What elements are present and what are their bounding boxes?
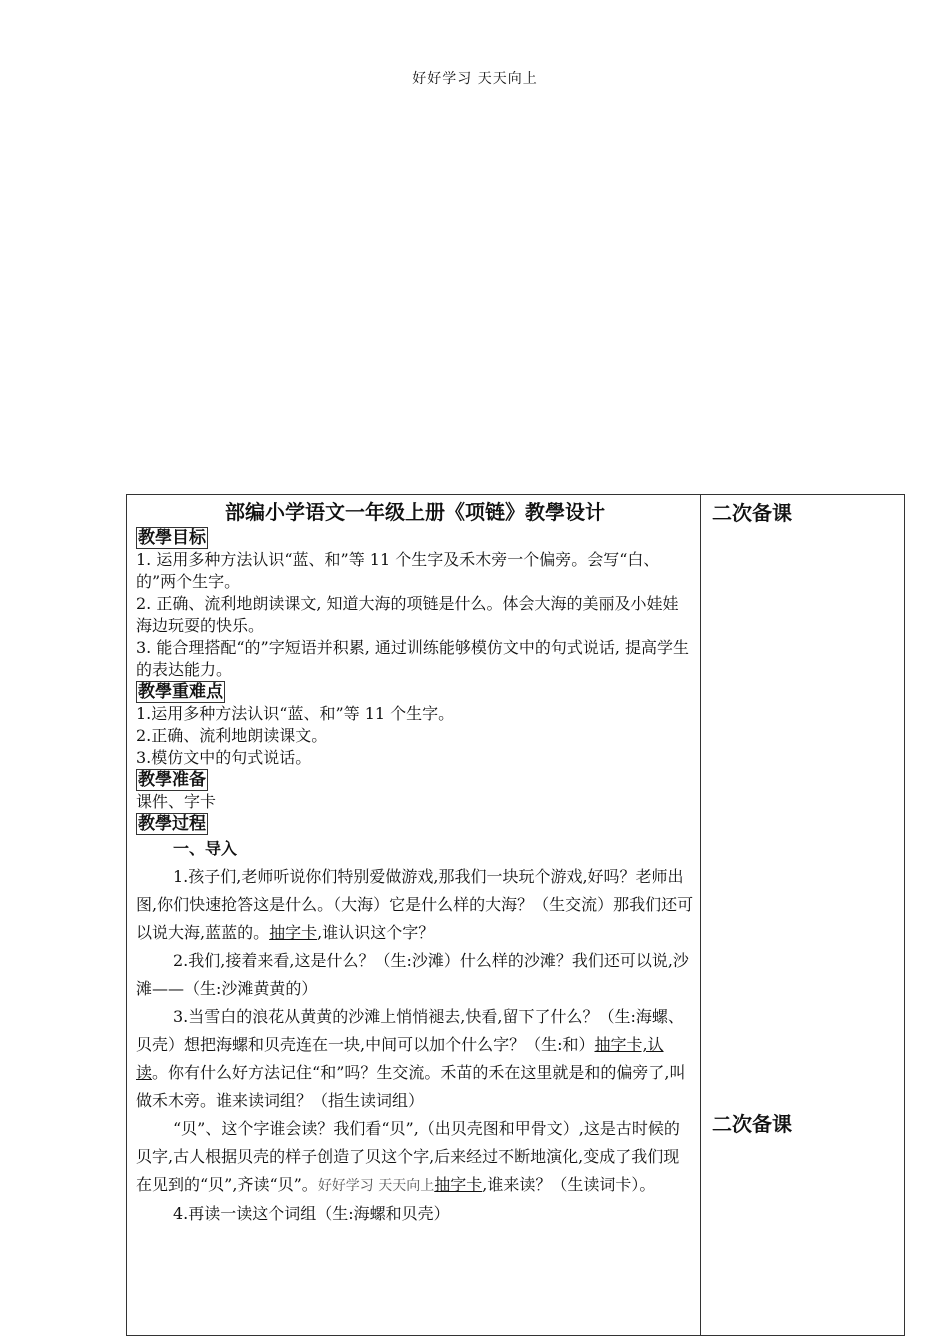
intro-heading: 一、导入 bbox=[173, 839, 238, 858]
bei-paragraph: “贝”、这个字谁会读？我们看“贝”,（出贝壳图和甲骨文）,这是古时候的贝字,古人根据贝壳的样子创造了贝这个字,后来经过不断地演化,变成了我们现在见到的“贝”,齐读“贝”。好好学习 天天向上抽字卡,谁来读？（生读词卡）。 bbox=[136, 1119, 680, 1194]
word-card-link: 抽字卡 bbox=[434, 1175, 483, 1194]
goal-item: 2. 正确、流利地朗读课文, 知道大海的项链是什么。体会大海的美丽及小娃娃海边玩耍的快乐。 bbox=[136, 594, 679, 635]
step-1-paragraph: 1.孩子们,老师听说你们特别爱做游戏,那我们一块玩个游戏,好吗？老师出图,你们快速抢答这是什么。（大海）它是什么样的大海？（生交流）那我们还可以说大海,蓝蓝的。抽字卡,谁认识这个字？ bbox=[136, 867, 694, 942]
overlapping-footer-text: 好好学习 天天向上 bbox=[317, 1178, 435, 1194]
second-prep-label-mid: 二次备课 bbox=[712, 1112, 792, 1136]
word-card-link: 抽字卡,认读 bbox=[136, 1035, 664, 1082]
key-point-item: 1.运用多种方法认识“蓝、和”等 11 个生字。 bbox=[136, 704, 455, 723]
goal-item: 3. 能合理搭配“的”字短语并积累, 通过训练能够模仿文中的句式说话, 提高学生的表达能力。 bbox=[136, 638, 690, 679]
step-4-paragraph: 4.再读一读这个词组（生:海螺和贝壳） bbox=[173, 1204, 450, 1223]
page-header: 好好学习 天天向上 bbox=[412, 71, 538, 87]
word-card-link: 抽字卡 bbox=[269, 923, 318, 942]
key-point-item: 2.正确、流利地朗读课文。 bbox=[136, 726, 328, 745]
lesson-plan-table bbox=[126, 494, 905, 1336]
step-3-paragraph: 3.当雪白的浪花从黄黄的沙滩上悄悄褪去,快看,留下了什么？（生:海螺、贝壳）想把海螺和贝壳连在一块,中间可以加个什么字？（生:和）抽字卡,认读。你有什么好方法记住“和”吗？生交流。禾苗的禾在这里就是和的偏旁了,叫做禾木旁。谁来读词组？（指生读词组） bbox=[136, 1007, 686, 1110]
key-points-heading: 教學重难点 bbox=[138, 682, 223, 702]
second-prep-label-top: 二次备课 bbox=[712, 501, 792, 525]
preparation-text: 课件、字卡 bbox=[136, 792, 217, 811]
goals-heading: 教學目标 bbox=[138, 528, 206, 548]
step-2-paragraph: 2.我们,接着来看,这是什么？（生:沙滩）什么样的沙滩？我们还可以说,沙滩——（生:沙滩黄黄的） bbox=[136, 951, 689, 998]
process-heading: 教學过程 bbox=[138, 814, 206, 834]
lesson-content bbox=[136, 495, 694, 1228]
lesson-title: 部编小学语文一年级上册《项链》教學设计 bbox=[225, 500, 605, 524]
key-point-item: 3.模仿文中的句式说话。 bbox=[136, 748, 312, 767]
goal-item: 1. 运用多种方法认识“蓝、和”等 11 个生字及禾木旁一个偏旁。会写“白、的”两个生字。 bbox=[136, 550, 660, 591]
preparation-heading: 教學准备 bbox=[138, 770, 206, 790]
column-divider bbox=[700, 495, 701, 1335]
